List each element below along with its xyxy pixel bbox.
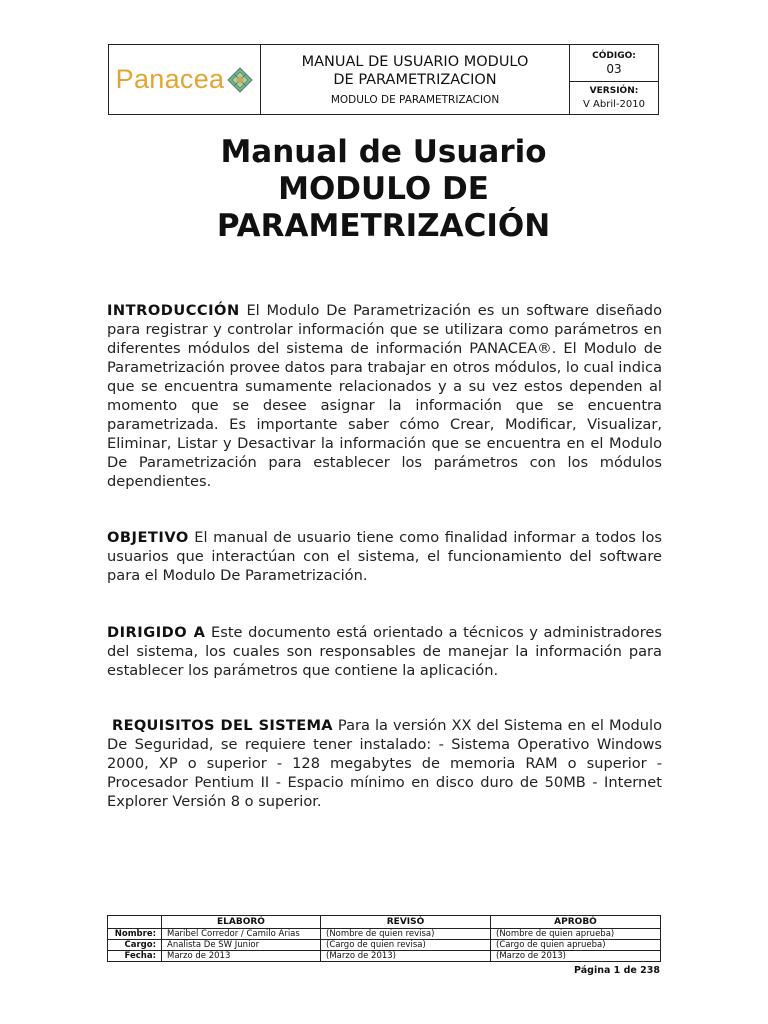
- table-row: [108, 929, 661, 940]
- page-number: Página 1 de 238: [574, 965, 660, 976]
- approval-header-row: [108, 916, 661, 929]
- approval-table: [107, 915, 661, 962]
- document-title: [108, 134, 659, 245]
- approval-header-blank: [108, 916, 162, 929]
- header-title-line2: DE PARAMETRIZACION: [333, 72, 497, 88]
- cell-fecha-aprobo: (Marzo de 2013): [491, 951, 661, 962]
- company-logo: [109, 45, 261, 114]
- cell-fecha-elaboro: Marzo de 2013: [162, 951, 321, 962]
- approval-header-aprobo: APROBÓ: [491, 916, 661, 929]
- logo-text: Panacea: [115, 64, 225, 94]
- version-cell: [570, 82, 658, 114]
- section-heading-dirigido: DIRIGIDO A: [107, 624, 206, 641]
- row-label-fecha: Fecha:: [108, 951, 162, 962]
- code-value: 03: [606, 61, 622, 76]
- document-header: [108, 44, 659, 115]
- header-meta-block: [570, 45, 658, 114]
- diamond-logo-icon: [227, 67, 253, 93]
- section-dirigido: [107, 623, 662, 680]
- header-title-line1: MANUAL DE USUARIO MODULO: [301, 54, 529, 70]
- version-value: V Abril-2010: [583, 99, 645, 110]
- cell-nombre-aprobo: (Nombre de quien aprueba): [491, 929, 661, 940]
- section-heading-introduccion: INTRODUCCIÓN: [107, 302, 240, 319]
- section-heading-objetivo: OBJETIVO: [107, 529, 189, 546]
- cell-fecha-reviso: (Marzo de 2013): [321, 951, 491, 962]
- table-row: [108, 940, 661, 951]
- title-line2: MODULO DE: [278, 171, 489, 207]
- section-text-requisitos: Para la versión XX del Sistema en el Modulo De Seguridad, se requiere tener instalado: - Sistema Operativo Windows 2000, XP o superior - 128 megabytes de memoria RAM o superior - Procesador Pentium II - Espacio mínimo en disco duro de 50MB - Internet Explorer Versión 8 o superior.: [107, 717, 663, 810]
- approval-header-elaboro: ELABORÓ: [162, 916, 321, 929]
- section-requisitos: [107, 716, 662, 811]
- section-text-introduccion: El Modulo De Parametrización es un software diseñado para registrar y controlar información que se utilizara como parámetros en diferentes módulos del sistema de información PANACEA®. El Modulo de Parametrización provee datos para trabajar en otros módulos, lo cual indica que se encuentra sumamente relacionados y a su vez estos dependen al momento que se desee asignar la información que se encuentra parametrizada. Es importante saber cómo Crear, Modificar, Visualizar, Eliminar, Listar y Desactivar la información que se encuentra en el Modulo De Parametrización para establecer los parámetros con los módulos dependientes.: [107, 302, 663, 490]
- section-introduccion: [107, 301, 662, 491]
- cell-cargo-reviso: (Cargo de quien revisa): [321, 940, 491, 951]
- cell-cargo-elaboro: Analista De SW Junior: [162, 940, 321, 951]
- title-line3: PARAMETRIZACIÓN: [216, 208, 551, 244]
- cell-nombre-reviso: (Nombre de quien revisa): [321, 929, 491, 940]
- approval-header-reviso: REVISÓ: [321, 916, 491, 929]
- code-label: CÓDIGO:: [592, 50, 636, 61]
- title-line1: Manual de Usuario: [220, 134, 547, 170]
- section-text-objetivo: El manual de usuario tiene como finalidad informar a todos los usuarios que interactúan con el sistema, el funcionamiento del software para el Modulo De Parametrización.: [107, 529, 663, 584]
- section-heading-requisitos: REQUISITOS DEL SISTEMA: [112, 717, 333, 734]
- cell-cargo-aprobo: (Cargo de quien aprueba): [491, 940, 661, 951]
- header-subtitle: MODULO DE PARAMETRIZACION: [330, 94, 500, 106]
- row-label-nombre: Nombre:: [108, 929, 162, 940]
- row-label-cargo: Cargo:: [108, 940, 162, 951]
- cell-nombre-elaboro: Maribel Corredor / Camilo Arias: [162, 929, 321, 940]
- version-label: VERSIÓN:: [589, 86, 639, 96]
- section-text-dirigido: Este documento está orientado a técnicos y administradores del sistema, los cuales son responsables de manejar la información para establecer los parámetros que contiene la aplicación.: [107, 624, 662, 679]
- section-objetivo: [107, 528, 662, 585]
- table-row: [108, 951, 661, 962]
- header-title-block: [261, 45, 570, 114]
- code-cell: [570, 45, 658, 82]
